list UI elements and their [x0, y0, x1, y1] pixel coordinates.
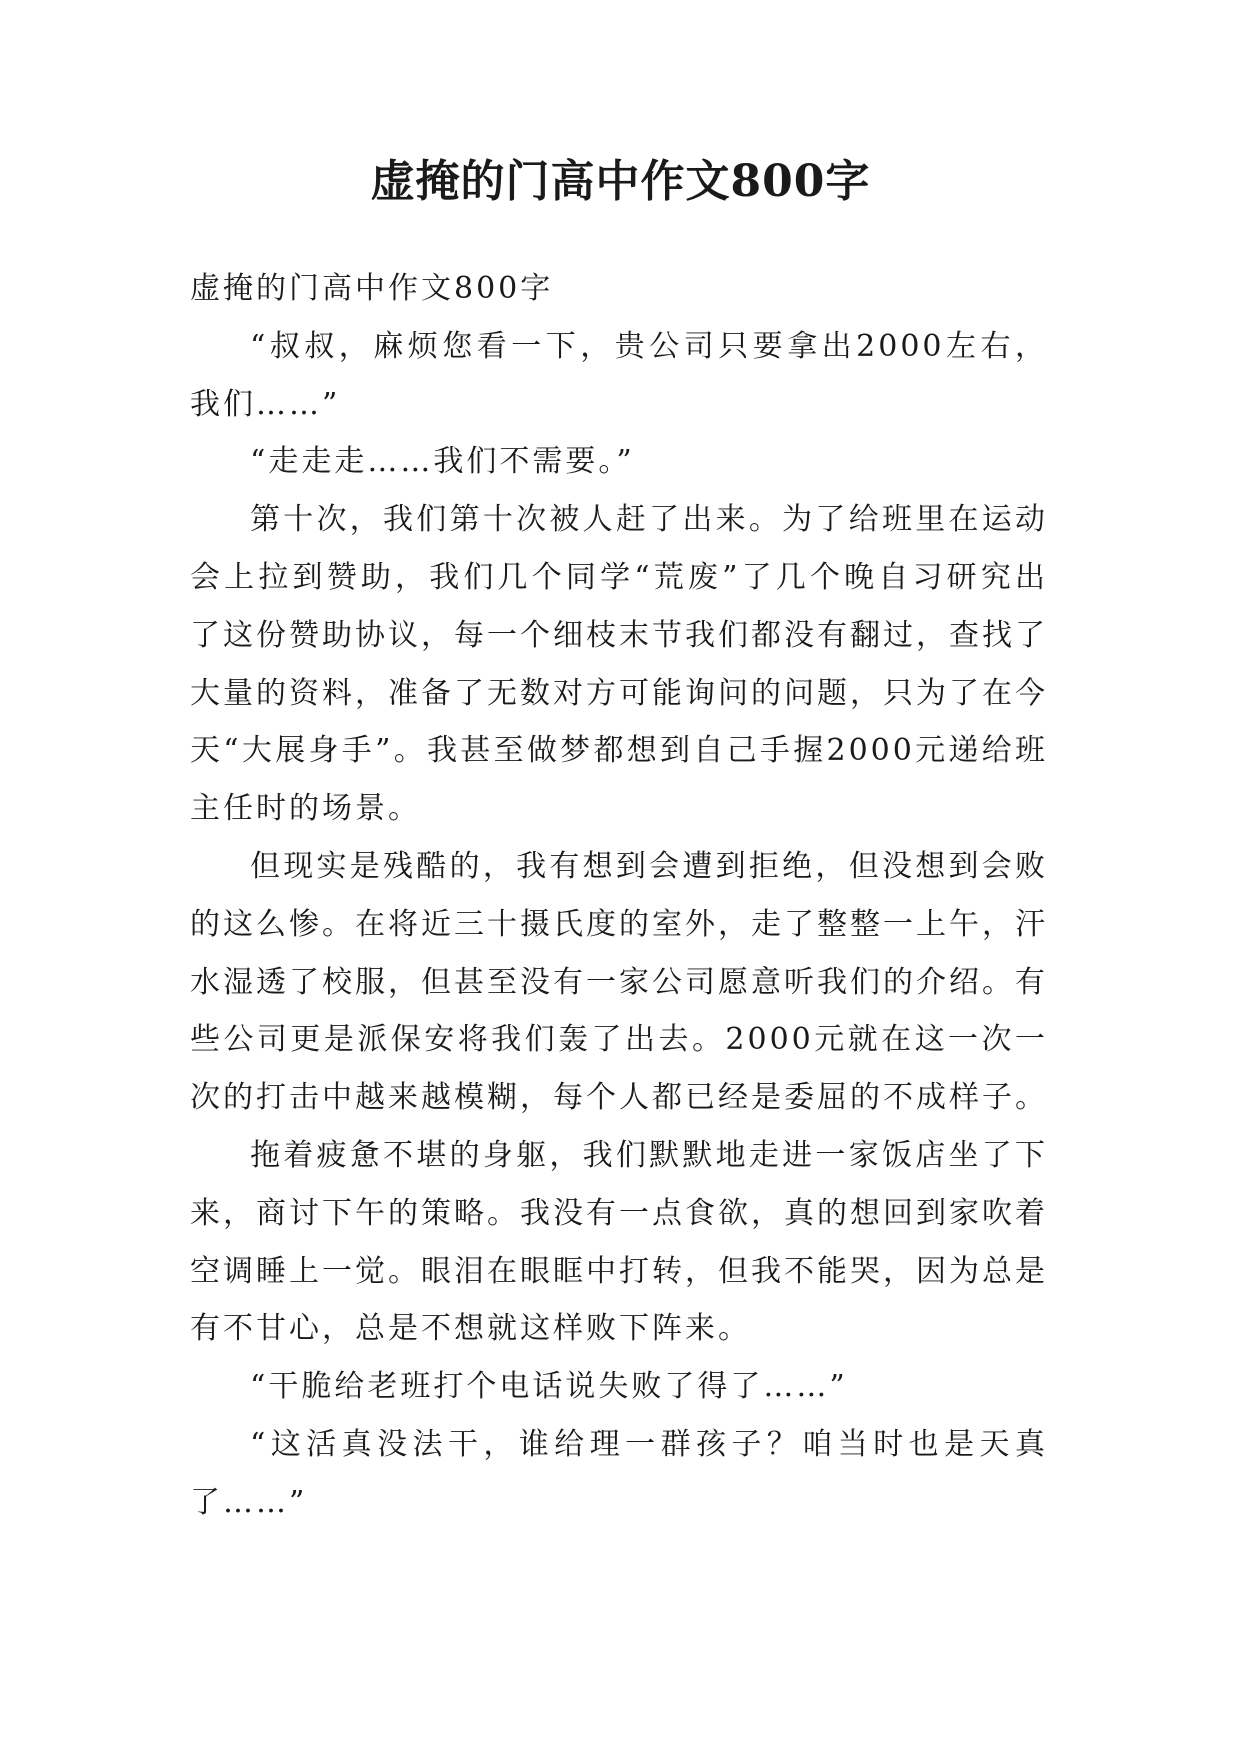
paragraph: “干脆给老班打个电话说失败了得了……” [250, 1369, 848, 1405]
paragraph: “叔叔，麻烦您看一下，贵公司只要拿出2000左右，我们……” [190, 328, 1048, 422]
paragraph: 第十次，我们第十次被人赶了出来。为了给班里在运动会上拉到赞助，我们几个同学“荒废”了几个晚自习研究出了这份赞助协议，每一个细枝末节我们都没有翻过，查找了大量的资料，准备了无数对方可能询问的问题，只为了在今天“大展身手”。我甚至做梦都想到自己手握2000元递给班主任时的场景。 [190, 502, 1048, 827]
paragraph-heading: 虚掩的门高中作文800字 [190, 271, 554, 306]
paragraph: “这活真没法干，谁给理一群孩子？咱当时也是天真了……” [190, 1426, 1048, 1520]
paragraph: 拖着疲惫不堪的身躯，我们默默地走进一家饭店坐了下来，商讨下午的策略。我没有一点食欲，真的想回到家吹着空调睡上一觉。眼泪在眼眶中打转，但我不能哭，因为总是有不甘心，总是不想就这样败下阵来。 [190, 1137, 1048, 1347]
document-title: 虚掩的门高中作文800字 [370, 156, 871, 207]
paragraph: “走走走……我们不需要。” [250, 444, 635, 480]
document-body [190, 260, 1048, 1532]
paragraph: 但现实是残酷的，我有想到会遭到拒绝，但没想到会败的这么惨。在将近三十摄氏度的室外，走了整整一上午，汗水湿透了校服，但甚至没有一家公司愿意听我们的介绍。有些公司更是派保安将我们轰了出去。2000元就在这一次一次的打击中越来越模糊，每个人都已经是委屈的不成样子。 [190, 848, 1048, 1116]
